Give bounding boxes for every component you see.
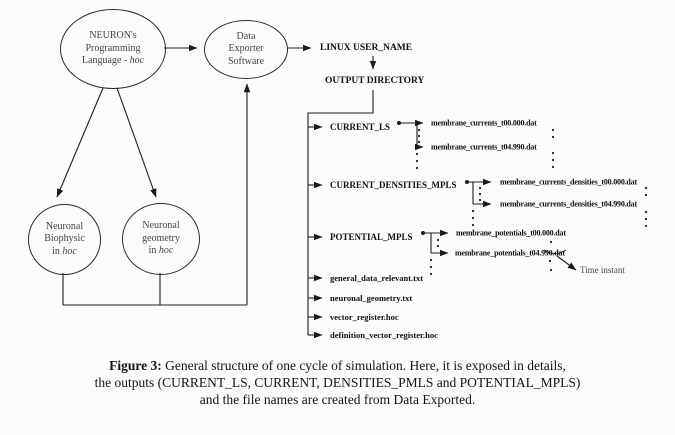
node-line: NEURON's [89, 30, 137, 42]
node-line: Exporter [228, 43, 264, 55]
file-general-data-relevant: general_data_relevant.txt [330, 273, 424, 283]
connector-lines [57, 48, 576, 335]
time-instant-arrow [557, 256, 576, 270]
file-membrane-currents-t04: membrane_currents_t04.990.dat [431, 142, 537, 152]
g2-bullet [465, 180, 469, 184]
g3-bullet [421, 231, 425, 235]
node-line: Biophysic [44, 233, 85, 245]
tree-bullets [397, 121, 469, 235]
node-line: in hoc [52, 245, 77, 257]
arrow-neuron-to-biophysic [57, 88, 103, 197]
file-neuronal-geometry: neuronal_geometry.txt [330, 293, 413, 303]
node-neuronal-biophysic [28, 204, 101, 275]
dir-current-ls: CURRENT_LS [330, 122, 391, 132]
figure-number: Figure 3: [109, 358, 162, 373]
node-line: Language - hoc [81, 55, 145, 67]
node-data-exporter [204, 20, 288, 79]
caption-line-2: the outputs (CURRENT_LS, CURRENT, DENSITIES_PMLS and POTENTIAL_MPLS) [94, 375, 581, 390]
dir-potential-mpls: POTENTIAL_MPLS [330, 232, 413, 242]
caption-line-1: Figure 3: General structure of one cycle of simulation. Here, it is exposed in details, [109, 358, 566, 373]
dir-current-densities-mpls: CURRENT_DENSITIES_MPLS [330, 180, 457, 190]
figure-caption [0, 357, 675, 408]
node-line: Software [227, 55, 265, 67]
output-directory-label: OUTPUT DIRECTORY [325, 76, 425, 86]
g1-bullet [397, 121, 401, 125]
time-instant-annotation: Time instant [580, 265, 625, 275]
node-line: Programming [85, 42, 141, 54]
file-membrane-currents-densities-t04: membrane_currents_densities_t04.990.dat [500, 199, 637, 209]
file-membrane-potentials-t04: membrane_potentials_t04.990.dat [455, 248, 565, 258]
node-line: geometry [142, 232, 180, 244]
file-membrane-currents-t00: membrane_currents_t00.000.dat [431, 118, 537, 128]
node-line: in hoc [148, 245, 174, 257]
file-membrane-currents-densities-t00: membrane_currents_densities_t00.000.dat [500, 177, 637, 187]
file-definition-vector-register: definition_vector_register.hoc [330, 330, 438, 340]
node-line: Data [236, 30, 256, 42]
node-neuronal-geometry [122, 203, 200, 275]
caption-line-3: and the file names are created from Data Exported. [199, 392, 476, 407]
file-membrane-potentials-t00: membrane_potentials_t00.000.dat [456, 228, 566, 238]
node-line: Neuronal [142, 220, 180, 232]
linux-user-name-label: LINUX USER_NAME [320, 43, 413, 53]
arrow-neuron-to-geometry [117, 88, 156, 197]
node-line: Neuronal [45, 220, 84, 232]
node-neuron-hoc [60, 9, 166, 89]
file-vector-register: vector_register.hoc [330, 312, 399, 322]
